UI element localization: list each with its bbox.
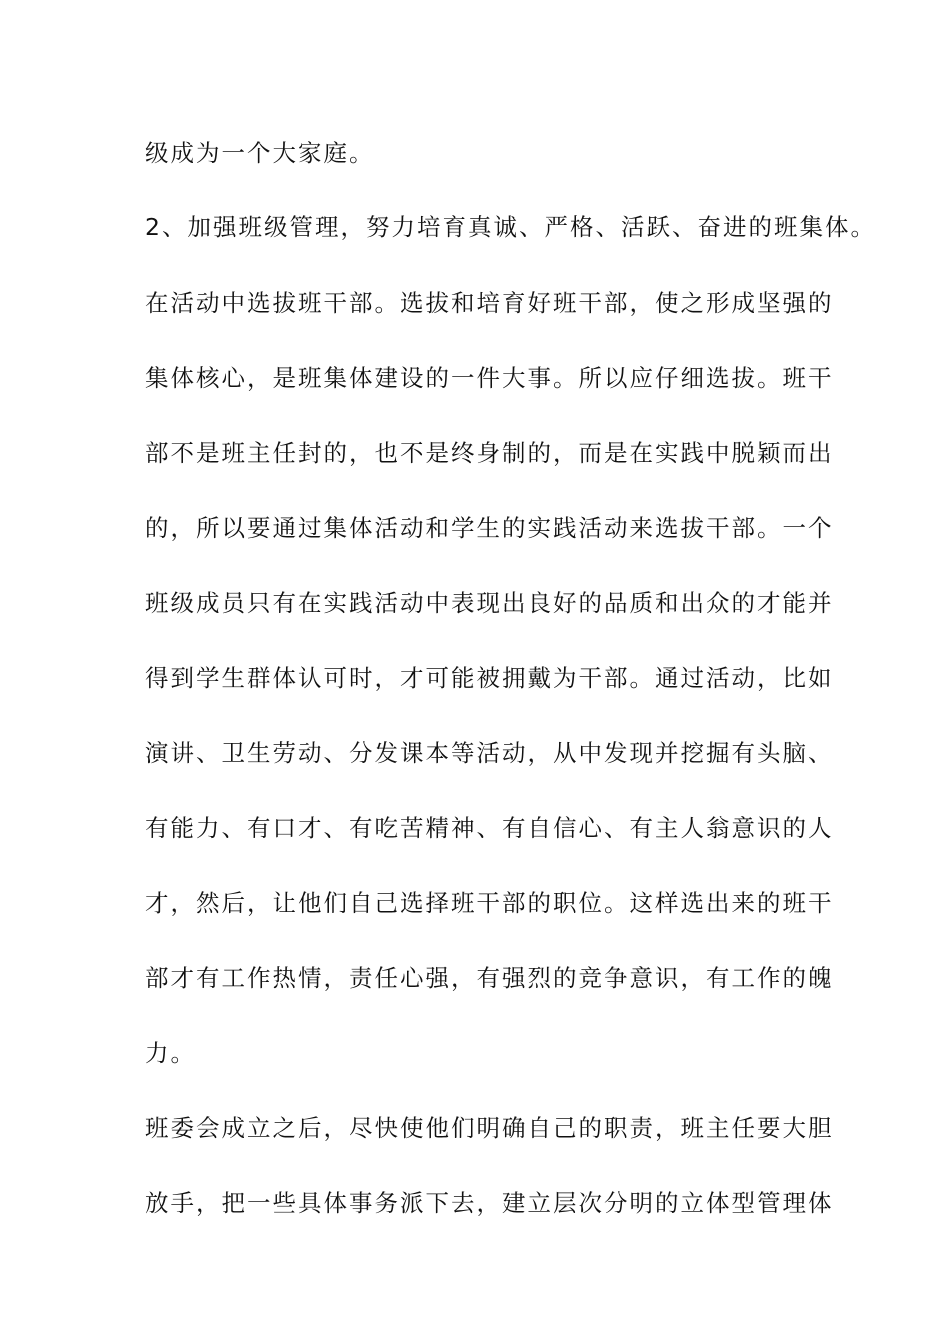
text-line: 得到学生群体认可时，才可能被拥戴为干部。通过活动，比如 xyxy=(145,664,834,692)
text-line: 力。 xyxy=(145,1039,196,1067)
text-line: 2、加强班级管理，努力培育真诚、严格、活跃、奋进的班集体。 xyxy=(145,213,876,241)
text-line: 部不是班主任封的，也不是终身制的，而是在实践中脱颖而出 xyxy=(145,439,834,467)
text-line: 部才有工作热情，责任心强，有强烈的竞争意识，有工作的魄 xyxy=(145,964,834,992)
text-line: 集体核心，是班集体建设的一件大事。所以应仔细选拔。班干 xyxy=(145,364,834,392)
text-line: 的，所以要通过集体活动和学生的实践活动来选拔干部。一个 xyxy=(145,514,834,542)
text-line: 级成为一个大家庭。 xyxy=(145,139,375,167)
text-line: 放手，把一些具体事务派下去，建立层次分明的立体型管理体 xyxy=(145,1189,834,1217)
text-line: 在活动中选拔班干部。选拔和培育好班干部，使之形成坚强的 xyxy=(145,289,834,317)
text-line: 才，然后，让他们自己选择班干部的职位。这样选出来的班干 xyxy=(145,889,834,917)
text-line: 班委会成立之后，尽快使他们明确自己的职责，班主任要大胆 xyxy=(145,1114,834,1142)
text-line: 有能力、有口才、有吃苦精神、有自信心、有主人翁意识的人 xyxy=(145,814,834,842)
text-line: 演讲、卫生劳动、分发课本等活动，从中发现并挖掘有头脑、 xyxy=(145,739,834,767)
text-line: 班级成员只有在实践活动中表现出良好的品质和出众的才能并 xyxy=(145,589,834,617)
